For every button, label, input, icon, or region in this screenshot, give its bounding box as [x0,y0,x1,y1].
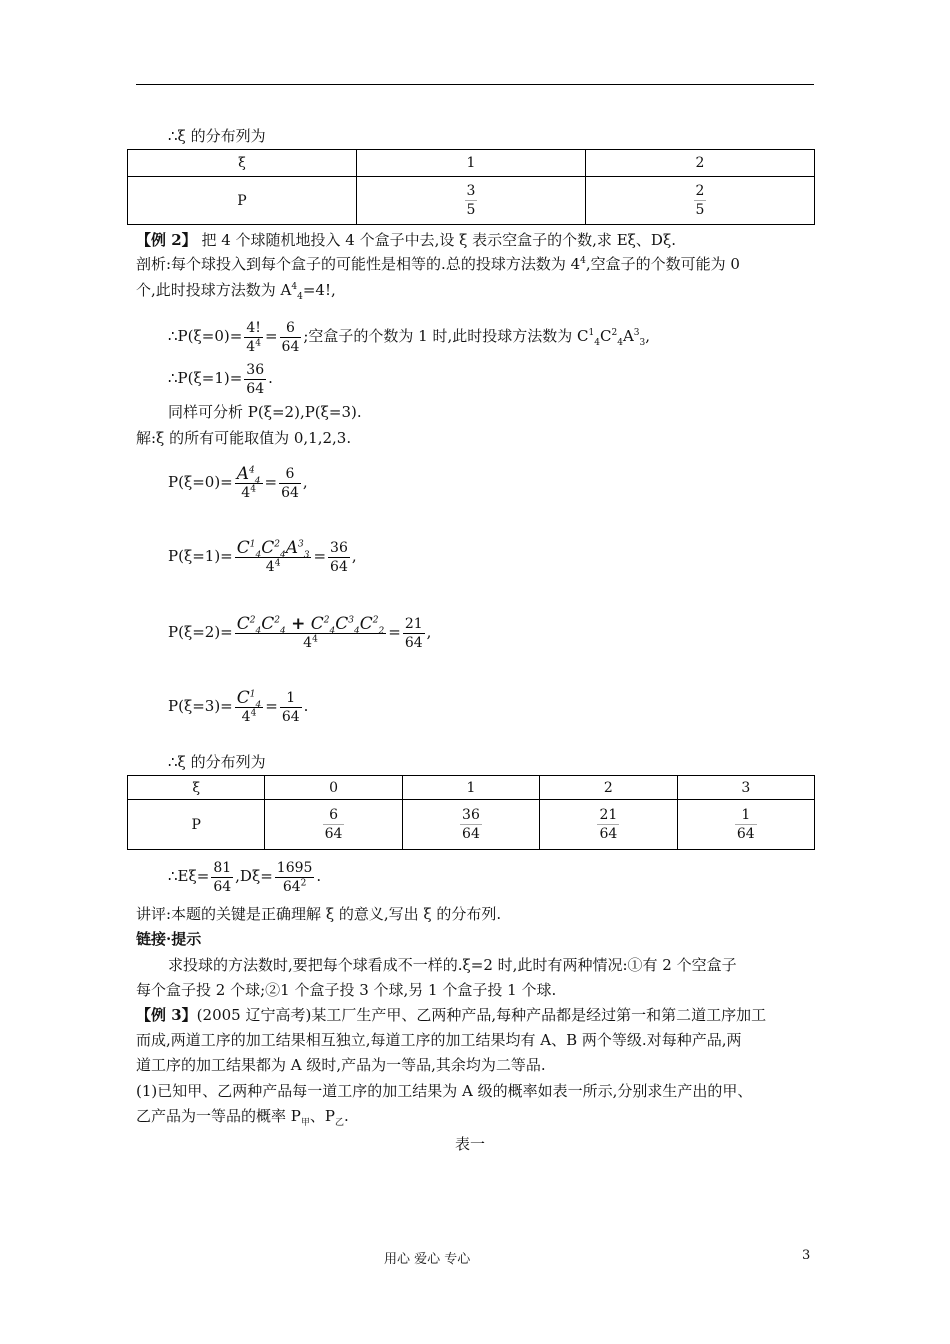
hint-line-1: 求投球的方法数时,要把每个球看成不一样的.ξ=2 时,此时有两种情况:①有 2 个空盒子 [168,956,737,974]
table2-col: 0 [265,776,402,800]
table1-cell: $\frac{2}{5}$ [585,177,814,225]
table1-head: ξ [128,150,357,177]
p1-analysis: ∴P(ξ=1)= $\frac{36}{64}$ . [168,361,273,397]
table2-cell: $\frac{6}{64}$ [265,800,402,850]
example-2-heading: 【例 2】 把 4 个球随机地投入 4 个盒子中去,设 ξ 表示空盒子的个数,求 Eξ、Dξ. [136,231,676,249]
link-heading: 链接·提示 [136,930,202,948]
example-3-line-3: 道工序的加工结果都为 A 级时,产品为一等品,其余均为二等品. [136,1056,546,1074]
header-rule [136,84,814,85]
distribution-table-1 [127,149,815,225]
footer-motto: 用心 爱心 专心 [384,1252,471,1267]
table1-col: 2 [585,150,814,177]
table2-prow: P [128,800,265,850]
table1-title: ∴ξ 的分布列为 [168,127,266,145]
table1-col: 1 [356,150,585,177]
q0-formula: P(ξ=0)= $A^4_4$ $4^4$ = $\frac{6}{64}$ , [168,463,308,501]
hint-line-2: 每个盒子投 2 个球;②1 个盒子投 3 个球,另 1 个盒子投 1 个球. [136,981,557,999]
example-3-line-5: 乙产品为一等品的概率 $P_甲$、$P_乙$. [136,1107,349,1128]
page-number: 3 [802,1248,811,1263]
table2-cell: $\frac{36}{64}$ [402,800,539,850]
table2-title: ∴ξ 的分布列为 [168,753,266,771]
p0-analysis: ∴P(ξ=0)= $\frac{4!}{4^4}$ = $\frac{6}{64}$ ;空盒子的个数为 1 时,此时投球方法数为 $C^1_4C^2_4A^3_3$, [168,319,651,355]
table1-cell: $\frac{3}{5}$ [356,177,585,225]
q1-formula: P(ξ=1)= $C^1_4C^2_4A^3_3$ $4^4$ = $\frac{36}{64}$ , [168,537,357,575]
table2-cell: $\frac{21}{64}$ [540,800,677,850]
analysis-line-1: 剖析:每个球投入到每个盒子的可能性是相等的.总的投球方法数为 $4^4$,空盒子的个数可能为 0 [136,255,740,273]
table1-prow: P [128,177,357,225]
analysis-line-2: 个,此时投球方法数为 $A^4_4=4$!, [136,281,336,302]
table-caption: 表一 [455,1135,486,1153]
expectation-line: ∴Eξ= $\frac{81}{64}$ ,Dξ= $\frac{1695}{64^2}$ . [168,859,322,895]
example-3-line-1: 【例 3】(2005 辽宁高考)某工厂生产甲、乙两种产品,每种产品都是经过第一和第二道工序加工 [136,1006,767,1024]
q2-formula: P(ξ=2)= $C^2_4C^2_4 + C^2_4C^3_4C^2_2$ $4^4$ = $\frac{21}{64}$ , [168,613,432,651]
example-3-line-2: 而成,两道工序的加工结果相互独立,每道工序的加工结果均有 A、B 两个等级.对每种产品,两 [136,1031,742,1049]
table2-col: 2 [540,776,677,800]
review-line: 讲评:本题的关键是正确理解 ξ 的意义,写出 ξ 的分布列. [136,905,502,923]
solution-line: 解:ξ 的所有可能取值为 0,1,2,3. [136,429,352,447]
example-3-line-4: (1)已知甲、乙两种产品每一道工序的加工结果为 A 级的概率如表一所示,分别求生产出的甲、 [136,1082,753,1100]
table2-cell: $\frac{1}{64}$ [677,800,814,850]
same-analysis: 同样可分析 P(ξ=2),P(ξ=3). [168,403,362,421]
table2-head: ξ [128,776,265,800]
table2-col: 1 [402,776,539,800]
table2-col: 3 [677,776,814,800]
distribution-table-2 [127,775,815,850]
q3-formula: P(ξ=3)= $C^1_4$ $4^4$ = $\frac{1}{64}$ . [168,687,309,725]
